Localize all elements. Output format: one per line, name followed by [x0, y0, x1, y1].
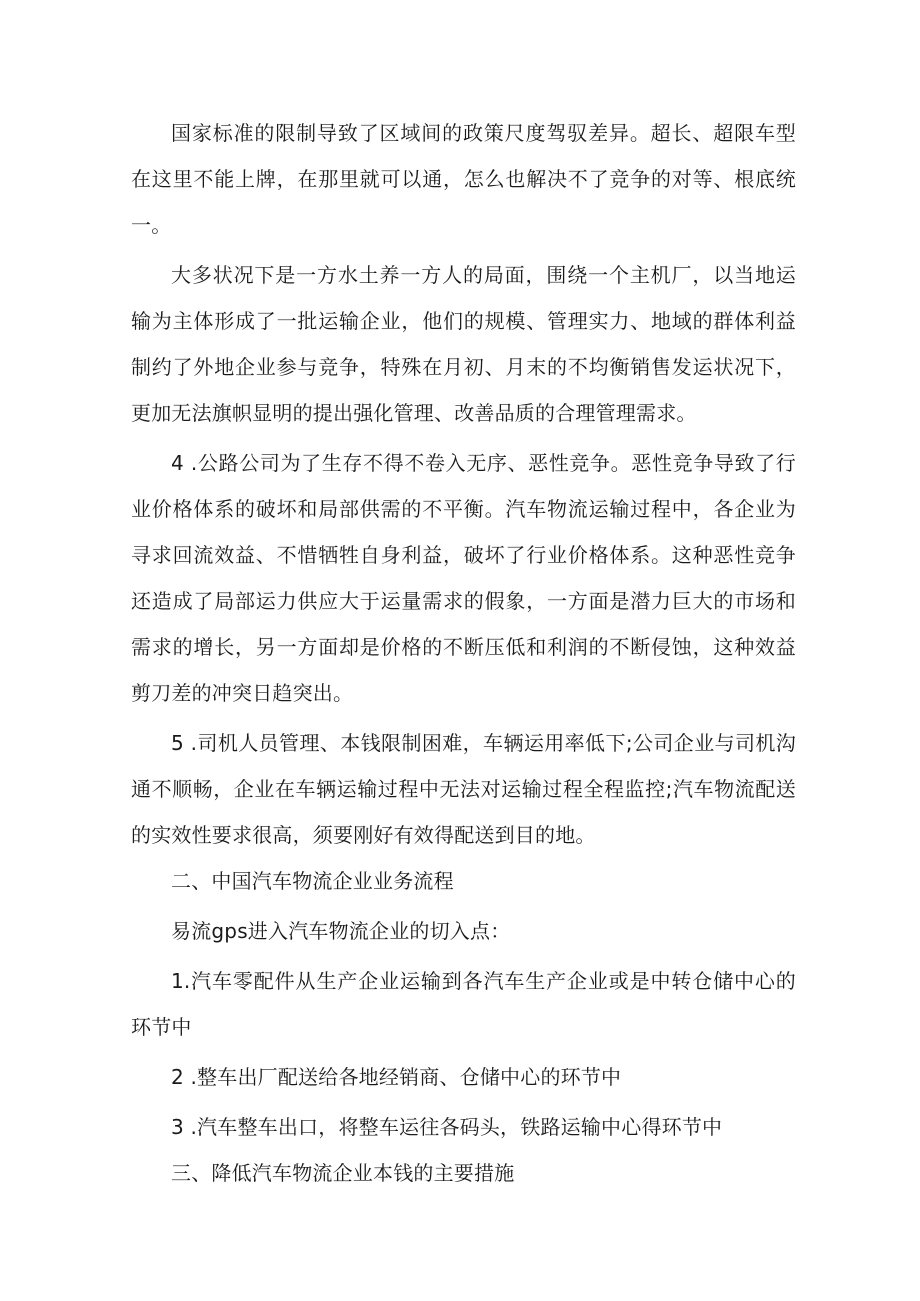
- paragraph-vicious-competition: 4 .公路公司为了生存不得不卷入无序、恶性竞争。恶性竞争导致了行业价格体系的破坏和局部供需的不平衡。汽车物流运输过程中，各企业为寻求回流效益、不惜牺牲自身利益，破坏了行业价格体系。这种恶性竞争还造成了局部运力供应大于运量需求的假象，一方面是潜力巨大的市场和需求的增长，另一方面却是价格的不断压低和利润的不断侵蚀，这种效益剪刀差的冲突日趋突出。: [131, 451, 796, 705]
- paragraph-driver-management: 5 .司机人员管理、本钱限制困难，车辆运用率低下;公司企业与司机沟通不顺畅，企业在车辆运输过程中无法对运输过程全程监控;汽车物流配送的实效性要求很高，须要刚好有效得配送到目的地。: [131, 731, 796, 847]
- section-heading-cost-reduction: 三、降低汽车物流企业本钱的主要措施: [171, 1161, 515, 1185]
- section-heading-business-process: 二、中国汽车物流企业业务流程: [171, 869, 454, 893]
- list-item-parts-transport: 1.汽车零配件从生产企业运输到各汽车生产企业或是中转仓储中心的环节中: [131, 969, 796, 1039]
- list-item-vehicle-export: 3 .汽车整车出口，将整车运往各码头，铁路运输中心得环节中: [171, 1115, 723, 1139]
- paragraph-local-monopoly: 大多状况下是一方水土养一方人的局面，围绕一个主机厂，以当地运输为主体形成了一批运输企业，他们的规模、管理实力、地域的群体利益制约了外地企业参与竞争，特殊在月初、月末的不均衡销售发运状况下，更加无法旗帜显明的提出强化管理、改善品质的合理管理需求。: [131, 263, 796, 425]
- paragraph-regional-policy: 国家标准的限制导致了区域间的政策尺度驾驭差异。超长、超限车型在这里不能上牌，在那里就可以通，怎么也解决不了竞争的对等、根底统一。: [131, 121, 796, 237]
- document-page: [131, 110, 796, 1196]
- paragraph-entry-points: 易流gps进入汽车物流企业的切入点：: [171, 919, 511, 943]
- list-item-vehicle-distribution: 2 .整车出厂配送给各地经销商、仓储中心的环节中: [171, 1065, 622, 1089]
